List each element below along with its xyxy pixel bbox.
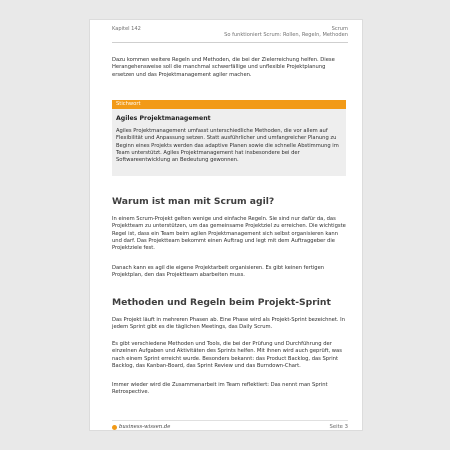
section2-paragraph-1: Das Projekt läuft in mehreren Phasen ab. Eine Phase wird als Projekt-Sprint bezeichnet. In jedem Sprint gibt es die täglichen Meetings, das Daily Scrum. <box>112 317 345 331</box>
intro-paragraph: Dazu kommen weitere Regeln und Methoden, die bei der Zielerreichung helfen. Diese Herangehensweise soll die manchmal schwerfällige und unflexible Projektplanung ersetzen und das Projektmanagement agiler machen. <box>112 57 335 78</box>
brand-text: business-wissen.de <box>119 424 171 430</box>
keyword-title: Agiles Projektmanagement <box>116 115 211 122</box>
section1-paragraph-1: In einem Scrum-Projekt gelten wenige und einfache Regeln. Sie sind nur dafür da, das Projektteam zu unterstützen, um das gemeinsame Projektziel zu erreichen. Die wichtigste Regel ist, dass ein Team beim agilen Projektmanagement sich selbst organisieren kann und darf. Das Projektteam bekommt einen Auftrag und legt mit dem Auftraggeber die Projektziele fest. <box>112 216 346 252</box>
section-heading-sprint: Methoden und Regeln beim Projekt-Sprint <box>112 297 331 308</box>
section2-paragraph-2: Es gibt verschiedene Methoden und Tools, die bei der Prüfung und Durchführung der einzelnen Aufgaben und Aktivitäten des Sprints helfen. Mit ihnen wird auch geprüft, was nach einem Sprint erreicht wurde. Besonders bekannt: das Product Backlog, das Sprint Backlog, das Kanban-Board, das Sprint Review und das Burndown-Chart. <box>112 341 342 369</box>
section1-paragraph-2: Danach kann es agil die eigene Projektarbeit organisieren. Es gibt keinen fertigen Projektplan, den das Projektteam abarbeiten muss. <box>112 265 325 279</box>
brand-dot-icon <box>112 425 117 430</box>
page-header <box>112 26 348 43</box>
page-number: Seite 3 <box>329 424 348 430</box>
section2-paragraph-3: Immer wieder wird die Zusammenarbeit im Team reflektiert: Das nennt man Sprint Retrospective. <box>112 382 328 396</box>
page-footer <box>112 420 348 431</box>
section-label: Scrum <box>331 26 348 32</box>
section-subtitle: So funktioniert Scrum: Rollen, Regeln, Methoden <box>224 32 348 38</box>
chapter-label: Kapitel 142 <box>112 26 141 32</box>
keyword-label: Stichwort <box>112 100 346 109</box>
section-heading-scrum-agile: Warum ist man mit Scrum agil? <box>112 196 275 207</box>
intro-block <box>112 57 347 86</box>
keyword-text: Agiles Projektmanagement umfasst unterschiedliche Methoden, die vor allem auf Flexibilität und Anpassung setzen. Statt ausführlicher und umfangreicher Planung zu Beginn eines Projekts werden das adaptive Planen sowie die schnelle Abstimmung im Team unterstützt. Agiles Projektmanagement hat insbesondere bei der Softwareentwicklung an Bedeutung gewonnen. <box>116 128 339 164</box>
keyword-box <box>112 100 346 176</box>
brand-logo[interactable] <box>112 424 170 430</box>
